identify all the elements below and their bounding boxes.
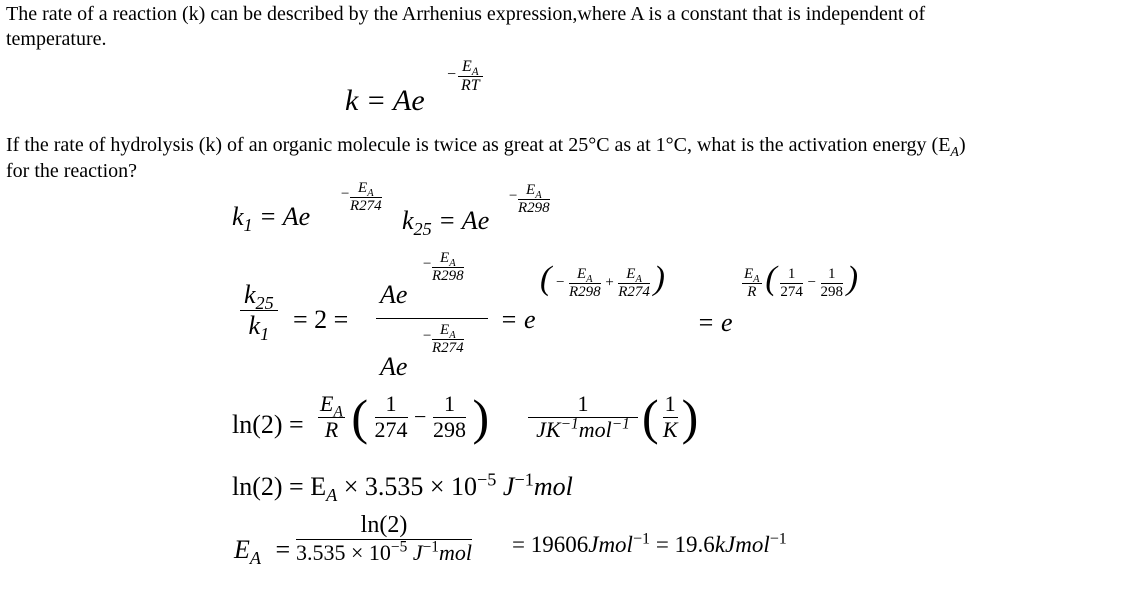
ratio-lhs (240, 280, 278, 345)
ratio-eq-e2: = e (697, 308, 733, 337)
ratio-exp2-minus: − (806, 274, 817, 291)
eq-ln-minus: − (414, 404, 427, 429)
question-line-1 (6, 133, 966, 160)
eq-ln-r: R (324, 416, 339, 442)
ratio-k25-sub: 25 (255, 293, 274, 314)
ratio-exp1-e1: E (576, 266, 587, 282)
ratio-exp2 (742, 260, 859, 300)
ratio-den-ae: Ae (380, 352, 408, 381)
eq-ln-unit-mol: mol (578, 416, 612, 442)
eq-ea-result1: = 19606 (512, 532, 589, 557)
eq-ea-eq: = (275, 535, 291, 564)
ratio-exp2-frac1 (780, 266, 803, 300)
ratio-big-fraction (376, 250, 488, 385)
eq-ea-result2-unit: kJmol (714, 532, 770, 557)
ratio-den-exp (422, 322, 464, 357)
k1-exp-minus: − (340, 186, 351, 202)
ratio-exp2-frac2 (821, 266, 844, 300)
k1-exp-e: E (358, 180, 368, 196)
question-end: ) (958, 134, 966, 156)
eq-ea-result2-sup: −1 (769, 530, 787, 548)
ratio-exp2-ea-r (742, 266, 762, 300)
eq-ea-result (512, 532, 787, 558)
eq-ln-lhs: ln(2) = (232, 410, 304, 439)
k25-exponent (508, 182, 550, 217)
ratio-num-ae: Ae (380, 280, 408, 309)
ratio-exp1-frac1 (569, 266, 601, 300)
k25-sub: 25 (413, 219, 432, 240)
eq-ln-unit-rparen: ) (681, 389, 699, 445)
ratio-k1: k (248, 311, 261, 340)
ratio-exp2-t274: 274 (780, 283, 803, 300)
k25-exp-den: R298 (518, 200, 550, 216)
ratio-exp2-sub: A (753, 274, 760, 285)
ratio-num-sub: A (449, 258, 456, 269)
ratio-eq-e1: = e (500, 305, 536, 334)
eq-ln-unit-den (528, 415, 638, 442)
eq-ln-ea-r (318, 392, 345, 441)
question-sub: A (950, 145, 959, 160)
ratio-den-e: E (440, 322, 450, 338)
eq-ea-sub: A (249, 548, 262, 569)
k25-eq: = Ae (431, 206, 490, 235)
ratio-exp1-e2: E (626, 266, 636, 282)
ratio-fraction-bar (376, 318, 488, 319)
ratio-exp1 (540, 260, 665, 300)
arrhenius-equation (345, 84, 425, 118)
k1-exp-sub: A (367, 188, 374, 199)
ratio-num-minus: − (422, 256, 433, 272)
k1-exponent (340, 180, 382, 215)
eq-ea-den-sup: −5 (390, 538, 408, 556)
eq-ea-den-j: J (407, 540, 423, 565)
eq-ln-t298: 298 (432, 416, 466, 442)
ratio-num-e: E (440, 250, 450, 266)
eq-ln-one2: 1 (433, 392, 466, 417)
k1-symbol: k (232, 202, 244, 231)
eq-ea-den-mol: mol (438, 540, 472, 565)
eq-ea-result2: = 19.6 (650, 532, 715, 557)
ratio-den-exp-num (432, 322, 464, 340)
ratio-k1-sub: 1 (260, 324, 270, 345)
eq-ln-t274: 274 (374, 416, 408, 442)
ratio-exp2-r: R (747, 283, 757, 300)
question-line-2 (6, 159, 137, 183)
eq-ln-unit-k-num: 1 (664, 391, 676, 417)
eq-ea-den-val: 3.535 × 10 (296, 540, 391, 565)
eq-ln2-rest: × 3.535 × 10 (337, 472, 478, 501)
eq-ea-lhs (234, 535, 291, 569)
eq-ln2-sup: −5 (477, 469, 497, 490)
eq-ea-result1-unit: Jmol (588, 532, 633, 557)
k1-exp-den: R274 (350, 198, 382, 214)
eq-ln-unit-jk: JK (536, 416, 561, 442)
intro-line-1 (6, 2, 925, 26)
eq-ln-unit-frac (528, 392, 638, 441)
eq-ea-den (296, 540, 472, 566)
k25-exp-num (518, 182, 550, 200)
ratio-exp1-plus: + (604, 274, 615, 291)
eq-ea-num: ln(2) (296, 512, 472, 540)
ratio-num-exp (422, 250, 464, 285)
k25-exp-minus: − (508, 188, 519, 204)
exp-numerator (458, 58, 483, 77)
eq-ln-unit-lparen: ( (642, 389, 659, 445)
eq-ea-e: E (234, 535, 250, 564)
eq-ea-result1-sup: −1 (632, 530, 651, 548)
ratio-exp2-lparen: ( (765, 260, 777, 297)
k25-exp-e: E (526, 182, 536, 198)
eq-ln-unit-sup1: −1 (560, 415, 579, 433)
eq-ln2-mol: mol (533, 472, 573, 501)
ratio-k25: k (244, 280, 256, 309)
eq-ln-unit-num: 1 (528, 392, 638, 417)
ratio-den-sub: A (449, 330, 456, 341)
eq-ln-unit-k (663, 392, 678, 441)
ratio-exp1-sub1: A (586, 274, 593, 285)
exp-num-e: E (462, 58, 472, 75)
eq-ln-frac2 (433, 392, 466, 441)
intro-line-1-text: The rate of a reaction (k) can be described by the Arrhenius expression,where A is a constant that is independent of (6, 3, 926, 25)
eq-ln2-text: ln(2) = E (232, 472, 327, 501)
ratio-exp2-one2: 1 (821, 266, 844, 284)
intro-line-2 (6, 27, 107, 51)
eq-ln-unit-k-den: K (662, 416, 678, 442)
eq-ea-den-jsup: −1 (422, 538, 439, 556)
ratio-exp1-frac2 (618, 266, 650, 300)
eq-ln-unit-sup2: −1 (611, 415, 630, 433)
eq-ln2-j: J (496, 472, 515, 501)
ratio-exp2-one1: 1 (780, 266, 803, 284)
ratio-eq2: = 2 = (293, 305, 349, 334)
ratio-exp2-rparen: ) (846, 260, 859, 297)
ratio-exp1-den1: R298 (568, 283, 601, 300)
k1-eq: = Ae (252, 202, 311, 231)
ratio-exp1-sub2: A (635, 274, 642, 285)
eq-ln-sub: A (333, 403, 343, 421)
ratio-exp1-minus: − (555, 274, 566, 291)
question-line-2-text: for the reaction? (6, 160, 138, 182)
eq-k25 (402, 206, 490, 240)
ratio-den-den: R274 (432, 340, 464, 356)
eq-ln-frac1 (375, 392, 408, 441)
exp-num-sub: A (471, 66, 479, 79)
ratio-exp2-t298: 298 (820, 283, 844, 300)
exp-minus: − (446, 66, 457, 83)
intro-line-2-text: temperature. (6, 28, 107, 50)
ratio-num-den: R298 (432, 268, 464, 284)
eq-ln2 (232, 469, 573, 506)
k1-exp-num (350, 180, 382, 198)
k25-exp-sub: A (535, 190, 542, 201)
eq-ln-units (528, 389, 699, 445)
ratio-exp1-rparen: ) (653, 260, 665, 297)
ratio-lhs-num (240, 280, 278, 314)
ratio-exp2-e: E (744, 266, 754, 282)
eq-ln-rparen: ) (472, 389, 490, 445)
eq-ln-e: E (320, 391, 334, 417)
ratio-exp1-den2: R274 (618, 283, 650, 300)
arrhenius-lhs: k = Ae (345, 84, 425, 117)
ratio-exp1-lparen: ( (540, 260, 552, 297)
exp-denominator: RT (460, 77, 480, 94)
eq-ln-rhs (318, 389, 490, 445)
question-text: If the rate of hydrolysis (k) of an organic molecule is twice as great at 25°C as at 1°C, what is the activation energy (E (6, 134, 951, 156)
arrhenius-exponent (446, 58, 483, 95)
k1-sub: 1 (243, 215, 253, 236)
eq-ln2-jsup: −1 (514, 469, 534, 490)
ratio-num-exp-num (432, 250, 464, 268)
eq-ln2-sub: A (326, 485, 338, 506)
eq-ea-fraction (296, 512, 472, 566)
eq-ln-lparen: ( (351, 389, 369, 445)
ratio-lhs-den (240, 311, 278, 345)
ratio-den-minus: − (422, 328, 433, 344)
eq-ln-one1: 1 (375, 392, 408, 417)
k25-symbol: k (402, 206, 414, 235)
eq-k1 (232, 202, 311, 236)
